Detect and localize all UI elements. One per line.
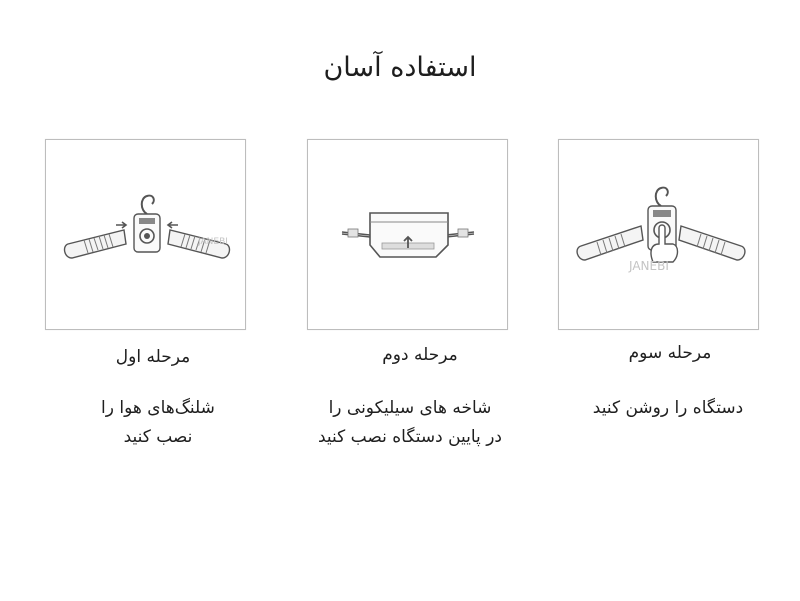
silicone-branches-icon xyxy=(308,140,509,331)
watermark-text: JANEBI xyxy=(198,237,228,247)
step-2-description: شاخه های سیلیکونی را در پایین دستگاه نصب کنید xyxy=(318,398,502,447)
hanger-hoses-icon xyxy=(46,140,247,331)
step-1-description: شلنگ‌های هوا را نصب کنید xyxy=(101,398,215,447)
step-2-label: مرحله دوم xyxy=(382,345,458,365)
watermark-text: JANEBI xyxy=(629,259,669,273)
power-button-press-icon xyxy=(559,140,760,331)
step-3-description: دستگاه را روشن کنید xyxy=(592,398,744,418)
page-title: استفاده آسان xyxy=(323,52,477,83)
step-3-image xyxy=(558,139,759,330)
step-2-image xyxy=(307,139,508,330)
step-1-image xyxy=(45,139,246,330)
step-3-label: مرحله سوم xyxy=(628,343,712,363)
step-1-label: مرحله اول xyxy=(115,347,191,367)
